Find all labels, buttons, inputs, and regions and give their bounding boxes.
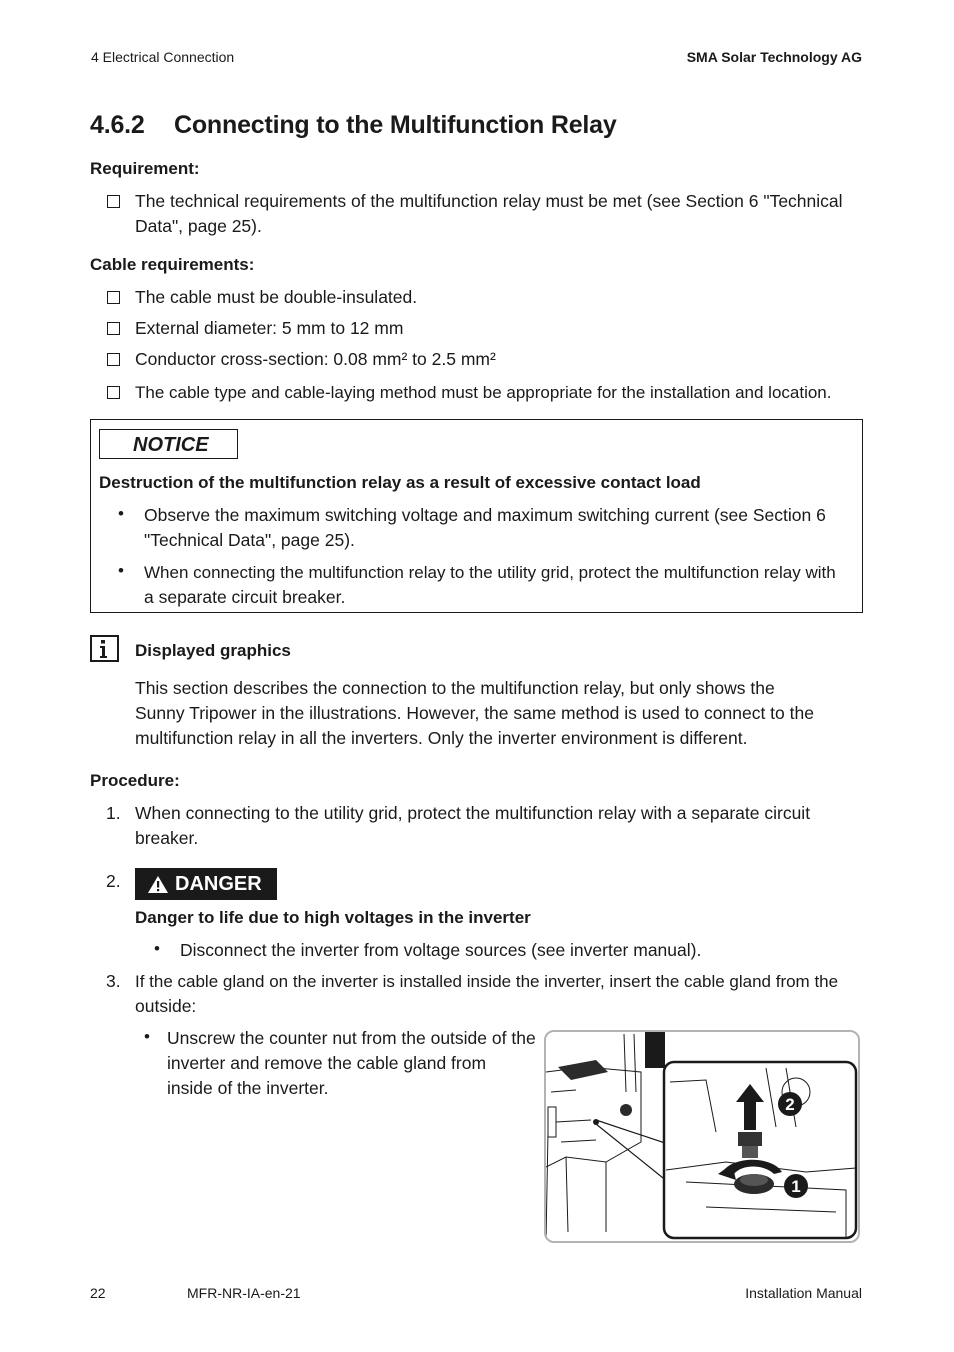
info-line: Sunny Tripower in the illustrations. However, the same method is used to connect to the — [135, 703, 814, 723]
callout-1: 1 — [791, 1177, 801, 1196]
warning-triangle-icon — [147, 875, 169, 894]
step-number: 3. — [106, 971, 121, 991]
header-section: 4 Electrical Connection — [91, 49, 235, 65]
info-line: multifunction relay in all the inverters. Only the inverter environment is different. — [135, 728, 748, 748]
bullet-icon: • — [118, 504, 124, 523]
section-title-text: Connecting to the Multifunction Relay — [174, 111, 617, 139]
step-3-line: If the cable gland on the inverter is installed inside the inverter, insert the cable gland from the — [135, 972, 839, 991]
requirement-item-line-1: The technical requirements of the multifunction relay must be met (see Section 6 "Technical — [135, 191, 843, 211]
notice-tag: NOTICE — [99, 429, 238, 459]
bullet-icon: • — [144, 1027, 150, 1046]
checkbox-icon — [107, 291, 120, 304]
bullet-icon: • — [154, 939, 160, 958]
step-3-line: outside: — [135, 996, 197, 1016]
step-number: 2. — [106, 871, 121, 891]
requirement-item-line-2: Data", page 25). — [135, 216, 262, 236]
danger-bullet: Disconnect the inverter from voltage sources (see inverter manual). — [180, 940, 702, 960]
danger-heading: Danger to life due to high voltages in the inverter — [135, 908, 531, 927]
danger-label: DANGER — [175, 873, 262, 895]
requirement-label: Requirement: — [90, 159, 200, 178]
notice-heading: Destruction of the multifunction relay as a result of excessive contact load — [99, 473, 701, 492]
cable-requirement-item: Conductor cross-section: 0.08 mm² to 2.5 mm² — [135, 349, 496, 369]
checkbox-icon — [107, 353, 120, 366]
cable-gland-removal-drawing — [546, 1032, 858, 1241]
cable-requirement-item: The cable type and cable-laying method must be appropriate for the installation and location. — [135, 383, 832, 402]
cable-requirement-item: External diameter: 5 mm to 12 mm — [135, 318, 404, 338]
step-1-line: breaker. — [135, 828, 199, 848]
section-number: 4.6.2 — [90, 111, 145, 139]
step-3-bullet-line: inside of the inverter. — [167, 1078, 329, 1098]
notice-bullet-line: a separate circuit breaker. — [144, 587, 346, 607]
danger-badge — [135, 868, 277, 900]
checkbox-icon — [107, 322, 120, 335]
header-company: SMA Solar Technology AG — [686, 49, 862, 65]
info-heading: Displayed graphics — [135, 641, 291, 660]
cable-requirements-label: Cable requirements: — [90, 255, 255, 274]
info-line: This section describes the connection to the multifunction relay, but only shows the — [135, 678, 775, 698]
inverter-illustration — [544, 1030, 860, 1243]
section-title — [90, 111, 617, 140]
bullet-icon: • — [118, 561, 124, 580]
callout-2: 2 — [785, 1095, 795, 1114]
notice-bullet-line: When connecting the multifunction relay to the utility grid, protect the multifunction relay with — [144, 563, 836, 582]
notice-bullet-line: "Technical Data", page 25). — [144, 530, 355, 550]
step-3-bullet-line: Unscrew the counter nut from the outside of the — [167, 1028, 536, 1048]
step-3-bullet-line: inverter and remove the cable gland from — [167, 1053, 487, 1073]
document-type: Installation Manual — [745, 1285, 862, 1301]
checkbox-icon — [107, 386, 120, 399]
procedure-label: Procedure: — [90, 771, 180, 790]
notice-bullet-line: Observe the maximum switching voltage and maximum switching current (see Section 6 — [144, 505, 826, 525]
page-number: 22 — [90, 1285, 106, 1301]
cable-requirement-item: The cable must be double-insulated. — [135, 287, 418, 307]
step-1-line: When connecting to the utility grid, protect the multifunction relay with a separate circuit — [135, 803, 811, 823]
info-icon — [90, 635, 119, 662]
step-number: 1. — [106, 803, 121, 823]
document-id: MFR-NR-IA-en-21 — [187, 1285, 301, 1301]
checkbox-icon — [107, 195, 120, 208]
